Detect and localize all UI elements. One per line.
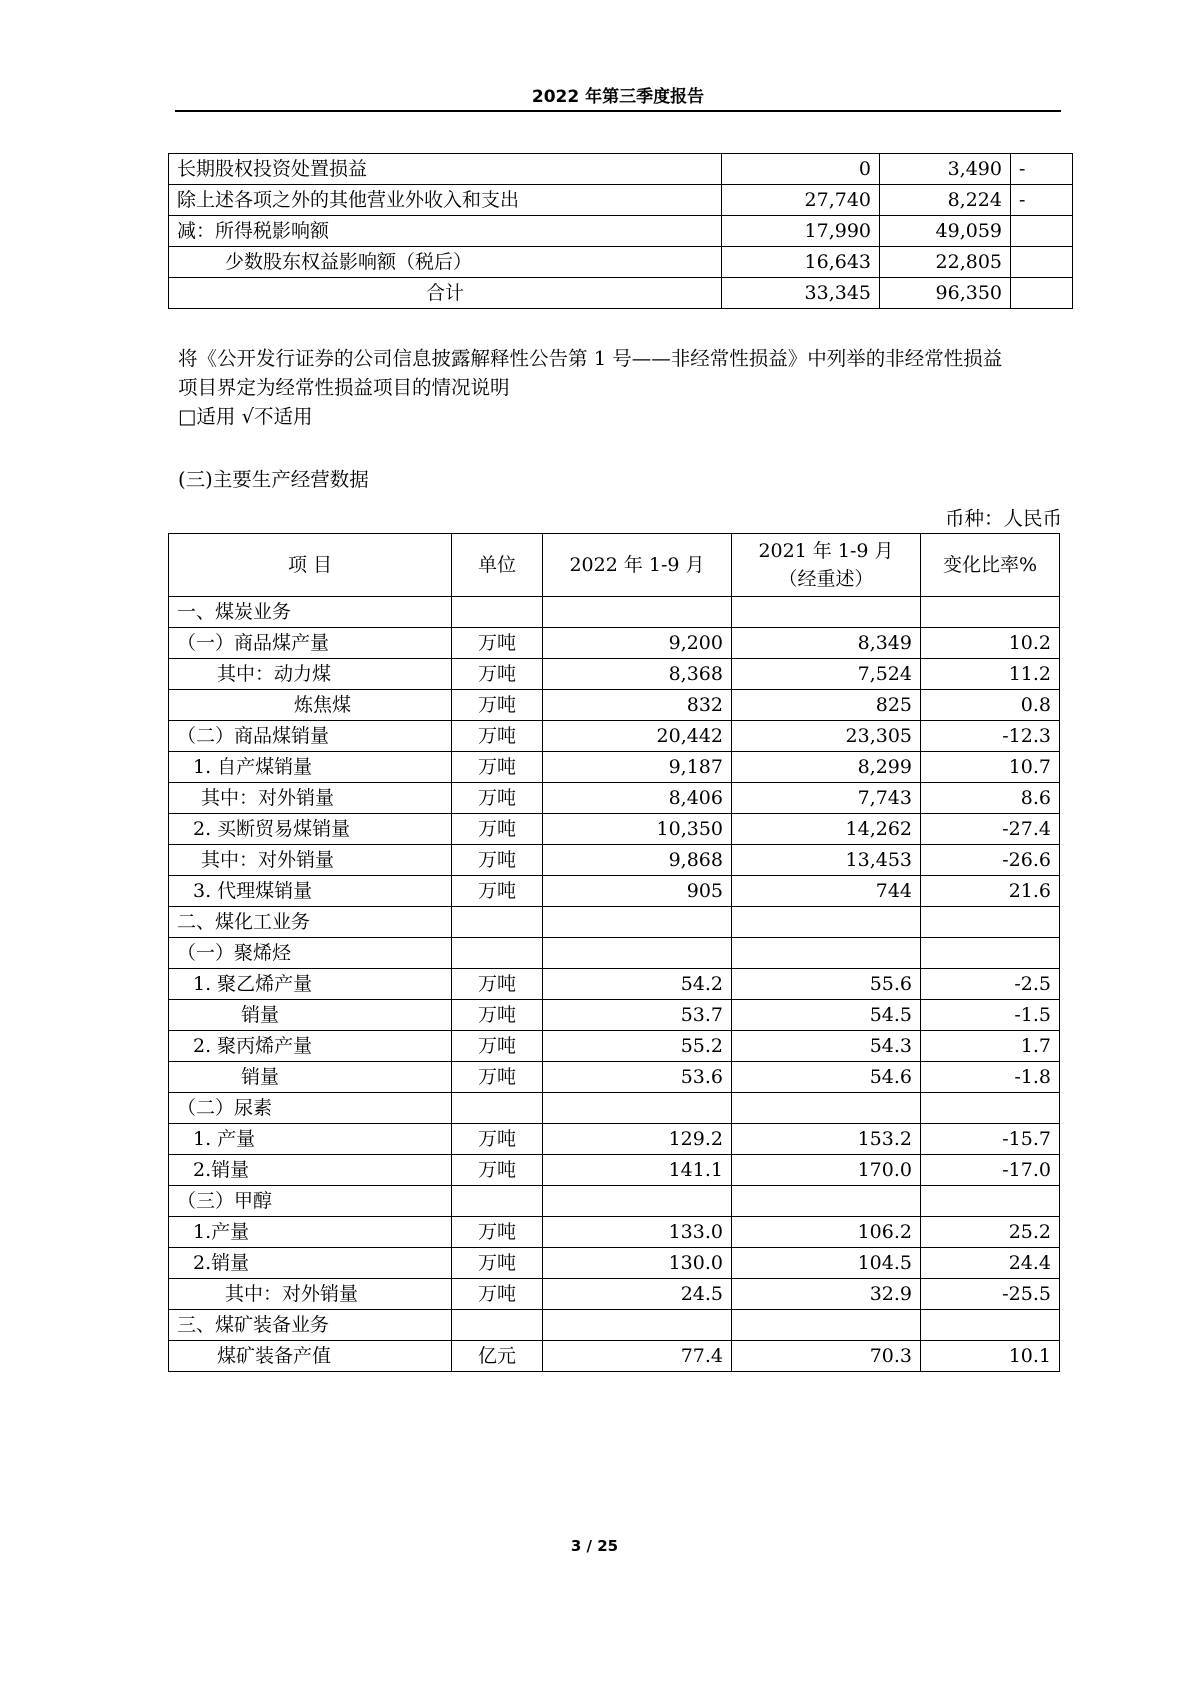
table-row (169, 1341, 1060, 1372)
value-2021-cell: 54.3 (732, 1031, 921, 1062)
value-2022-cell: 8,406 (543, 783, 732, 814)
value-2021-cell: 825 (732, 690, 921, 721)
row-label: （一）商品煤产量 (169, 628, 452, 659)
row-label: （二）商品煤销量 (169, 721, 452, 752)
value-2022-cell (543, 1093, 732, 1124)
value-2021-cell: 744 (732, 876, 921, 907)
table-row (169, 845, 1060, 876)
unit-cell: 万吨 (452, 1248, 543, 1279)
change-cell: -17.0 (921, 1155, 1060, 1186)
unit-cell (452, 907, 543, 938)
header-rule (175, 110, 1061, 112)
row-label: 销量 (169, 1000, 452, 1031)
value-2022-cell (543, 1186, 732, 1217)
value-2022-cell: 53.7 (543, 1000, 732, 1031)
unit-cell: 万吨 (452, 659, 543, 690)
value-2021-cell (732, 597, 921, 628)
table-row (169, 814, 1060, 845)
table-row (169, 247, 1073, 278)
unit-cell: 万吨 (452, 969, 543, 1000)
unit-cell (452, 1310, 543, 1341)
value-cell: 3,490 (880, 154, 1011, 185)
table-row-total (169, 278, 1073, 309)
value-2022-cell (543, 907, 732, 938)
unit-cell (452, 1093, 543, 1124)
table-row (169, 1031, 1060, 1062)
value-2021-cell: 8,299 (732, 752, 921, 783)
note-cell (1011, 278, 1073, 309)
change-cell: 25.2 (921, 1217, 1060, 1248)
table-row (169, 659, 1060, 690)
header-2021-note: （经重述） (778, 568, 874, 590)
value-2022-cell: 9,187 (543, 752, 732, 783)
table-row (169, 907, 1060, 938)
value-2021-cell: 14,262 (732, 814, 921, 845)
row-label: 销量 (169, 1062, 452, 1093)
value-cell: 8,224 (880, 185, 1011, 216)
unit-cell (452, 938, 543, 969)
value-2022-cell: 9,200 (543, 628, 732, 659)
header-2022: 2022 年 1-9 月 (543, 534, 732, 597)
change-cell: -1.5 (921, 1000, 1060, 1031)
value-2022-cell: 8,368 (543, 659, 732, 690)
table-header-row (169, 534, 1060, 597)
unit-cell: 亿元 (452, 1341, 543, 1372)
table-row (169, 1093, 1060, 1124)
table-row (169, 938, 1060, 969)
unit-cell: 万吨 (452, 783, 543, 814)
table-row (169, 185, 1073, 216)
value-2021-cell (732, 938, 921, 969)
table-row (169, 1279, 1060, 1310)
value-2022-cell (543, 938, 732, 969)
table-row (169, 628, 1060, 659)
change-cell (921, 907, 1060, 938)
value-2022-cell: 130.0 (543, 1248, 732, 1279)
row-label: 2.销量 (169, 1248, 452, 1279)
header-2021 (732, 534, 921, 597)
table-row (169, 1217, 1060, 1248)
change-cell: 11.2 (921, 659, 1060, 690)
change-cell: -25.5 (921, 1279, 1060, 1310)
row-label: （一）聚烯烃 (169, 938, 452, 969)
value-2021-cell: 32.9 (732, 1279, 921, 1310)
value-2022-cell: 53.6 (543, 1062, 732, 1093)
page-header-title: 2022 年第三季度报告 (531, 87, 705, 107)
unit-cell: 万吨 (452, 1062, 543, 1093)
row-label: 长期股权投资处置损益 (169, 154, 722, 185)
row-label: 其中：对外销量 (169, 845, 452, 876)
header-item: 项 目 (169, 534, 452, 597)
change-cell: 1.7 (921, 1031, 1060, 1062)
row-label: 少数股东权益影响额（税后） (169, 247, 722, 278)
table-row (169, 783, 1060, 814)
section-title: (三)主要生产经营数据 (178, 468, 369, 491)
row-label: 一、煤炭业务 (169, 597, 452, 628)
change-cell: 21.6 (921, 876, 1060, 907)
change-cell (921, 1093, 1060, 1124)
value-2022-cell: 54.2 (543, 969, 732, 1000)
note-cell (1011, 247, 1073, 278)
value-cell: 27,740 (722, 185, 880, 216)
value-2022-cell: 10,350 (543, 814, 732, 845)
table-row (169, 1124, 1060, 1155)
value-2022-cell: 24.5 (543, 1279, 732, 1310)
currency-label: 币种：人民币 (944, 507, 1062, 530)
change-cell (921, 1186, 1060, 1217)
table-row (169, 690, 1060, 721)
row-label: 其中：动力煤 (169, 659, 452, 690)
row-label: 除上述各项之外的其他营业外收入和支出 (169, 185, 722, 216)
unit-cell: 万吨 (452, 1155, 543, 1186)
unit-cell: 万吨 (452, 814, 543, 845)
value-2022-cell (543, 597, 732, 628)
table-row (169, 1186, 1060, 1217)
table-row (169, 154, 1073, 185)
value-2021-cell: 23,305 (732, 721, 921, 752)
value-2022-cell: 905 (543, 876, 732, 907)
value-2021-cell: 106.2 (732, 1217, 921, 1248)
unit-cell: 万吨 (452, 1000, 543, 1031)
page-number: 3 / 25 (570, 1537, 619, 1555)
note-cell: - (1011, 154, 1073, 185)
change-cell: -2.5 (921, 969, 1060, 1000)
value-2022-cell: 77.4 (543, 1341, 732, 1372)
table-row (169, 1155, 1060, 1186)
applicability-line: □适用 √不适用 (178, 405, 313, 428)
value-2021-cell: 153.2 (732, 1124, 921, 1155)
change-cell: 8.6 (921, 783, 1060, 814)
value-2021-cell: 170.0 (732, 1155, 921, 1186)
change-cell: -1.8 (921, 1062, 1060, 1093)
row-label: 其中：对外销量 (169, 783, 452, 814)
row-label: 炼焦煤 (169, 690, 452, 721)
value-2021-cell (732, 1310, 921, 1341)
note-line: 项目界定为经常性损益项目的情况说明 (178, 376, 510, 399)
value-2021-cell: 104.5 (732, 1248, 921, 1279)
row-label: 合计 (169, 278, 722, 309)
value-2021-cell: 70.3 (732, 1341, 921, 1372)
value-2022-cell: 141.1 (543, 1155, 732, 1186)
row-label: 三、煤矿装备业务 (169, 1310, 452, 1341)
change-cell: -12.3 (921, 721, 1060, 752)
value-2021-cell (732, 907, 921, 938)
header-change: 变化比率% (921, 534, 1060, 597)
table-row (169, 216, 1073, 247)
value-2022-cell: 129.2 (543, 1124, 732, 1155)
value-2021-cell: 7,524 (732, 659, 921, 690)
unit-cell: 万吨 (452, 1217, 543, 1248)
unit-cell: 万吨 (452, 721, 543, 752)
note-cell (1011, 216, 1073, 247)
row-label: 1. 聚乙烯产量 (169, 969, 452, 1000)
unit-cell (452, 597, 543, 628)
row-label: 1.产量 (169, 1217, 452, 1248)
note-cell: - (1011, 185, 1073, 216)
row-label: 二、煤化工业务 (169, 907, 452, 938)
value-2022-cell: 832 (543, 690, 732, 721)
value-cell: 16,643 (722, 247, 880, 278)
table-row (169, 752, 1060, 783)
row-label: 2.销量 (169, 1155, 452, 1186)
header-unit: 单位 (452, 534, 543, 597)
change-cell (921, 597, 1060, 628)
change-cell: 10.2 (921, 628, 1060, 659)
row-label: 其中：对外销量 (169, 1279, 452, 1310)
unit-cell: 万吨 (452, 1031, 543, 1062)
table-row (169, 969, 1060, 1000)
row-label: 2. 买断贸易煤销量 (169, 814, 452, 845)
value-cell: 33,345 (722, 278, 880, 309)
value-2021-cell: 8,349 (732, 628, 921, 659)
unit-cell: 万吨 (452, 876, 543, 907)
table-row (169, 721, 1060, 752)
value-cell: 49,059 (880, 216, 1011, 247)
value-2021-cell: 7,743 (732, 783, 921, 814)
value-2021-cell: 54.6 (732, 1062, 921, 1093)
value-cell: 96,350 (880, 278, 1011, 309)
change-cell: -26.6 (921, 845, 1060, 876)
value-cell: 17,990 (722, 216, 880, 247)
change-cell (921, 1310, 1060, 1341)
row-label: （二）尿素 (169, 1093, 452, 1124)
table-row (169, 1248, 1060, 1279)
table-row (169, 597, 1060, 628)
change-cell: 10.7 (921, 752, 1060, 783)
row-label: 减：所得税影响额 (169, 216, 722, 247)
row-label: （三）甲醇 (169, 1186, 452, 1217)
table-row (169, 1062, 1060, 1093)
value-2022-cell: 9,868 (543, 845, 732, 876)
value-2022-cell: 55.2 (543, 1031, 732, 1062)
table-row (169, 1000, 1060, 1031)
table-row (169, 876, 1060, 907)
row-label: 2. 聚丙烯产量 (169, 1031, 452, 1062)
row-label: 1. 自产煤销量 (169, 752, 452, 783)
change-cell (921, 938, 1060, 969)
value-2022-cell: 20,442 (543, 721, 732, 752)
value-2021-cell (732, 1093, 921, 1124)
unit-cell (452, 1186, 543, 1217)
value-2021-cell: 13,453 (732, 845, 921, 876)
non-recurring-items-table (168, 153, 1073, 309)
value-2022-cell (543, 1310, 732, 1341)
change-cell: 0.8 (921, 690, 1060, 721)
value-cell: 22,805 (880, 247, 1011, 278)
row-label: 1. 产量 (169, 1124, 452, 1155)
change-cell: 24.4 (921, 1248, 1060, 1279)
unit-cell: 万吨 (452, 752, 543, 783)
value-2021-cell: 55.6 (732, 969, 921, 1000)
change-cell: -15.7 (921, 1124, 1060, 1155)
value-2022-cell: 133.0 (543, 1217, 732, 1248)
change-cell: -27.4 (921, 814, 1060, 845)
unit-cell: 万吨 (452, 845, 543, 876)
change-cell: 10.1 (921, 1341, 1060, 1372)
unit-cell: 万吨 (452, 1124, 543, 1155)
value-2021-cell (732, 1186, 921, 1217)
row-label: 煤矿装备产值 (169, 1341, 452, 1372)
value-cell: 0 (722, 154, 880, 185)
unit-cell: 万吨 (452, 628, 543, 659)
table-row (169, 1310, 1060, 1341)
note-line: 将《公开发行证券的公司信息披露解释性公告第 1 号——非经常性损益》中列举的非经常性损益 (178, 347, 1003, 370)
value-2021-cell: 54.5 (732, 1000, 921, 1031)
row-label: 3. 代理煤销量 (169, 876, 452, 907)
header-2021-label: 2021 年 1-9 月 (758, 540, 894, 562)
operating-data-table (168, 533, 1060, 1372)
unit-cell: 万吨 (452, 690, 543, 721)
unit-cell: 万吨 (452, 1279, 543, 1310)
